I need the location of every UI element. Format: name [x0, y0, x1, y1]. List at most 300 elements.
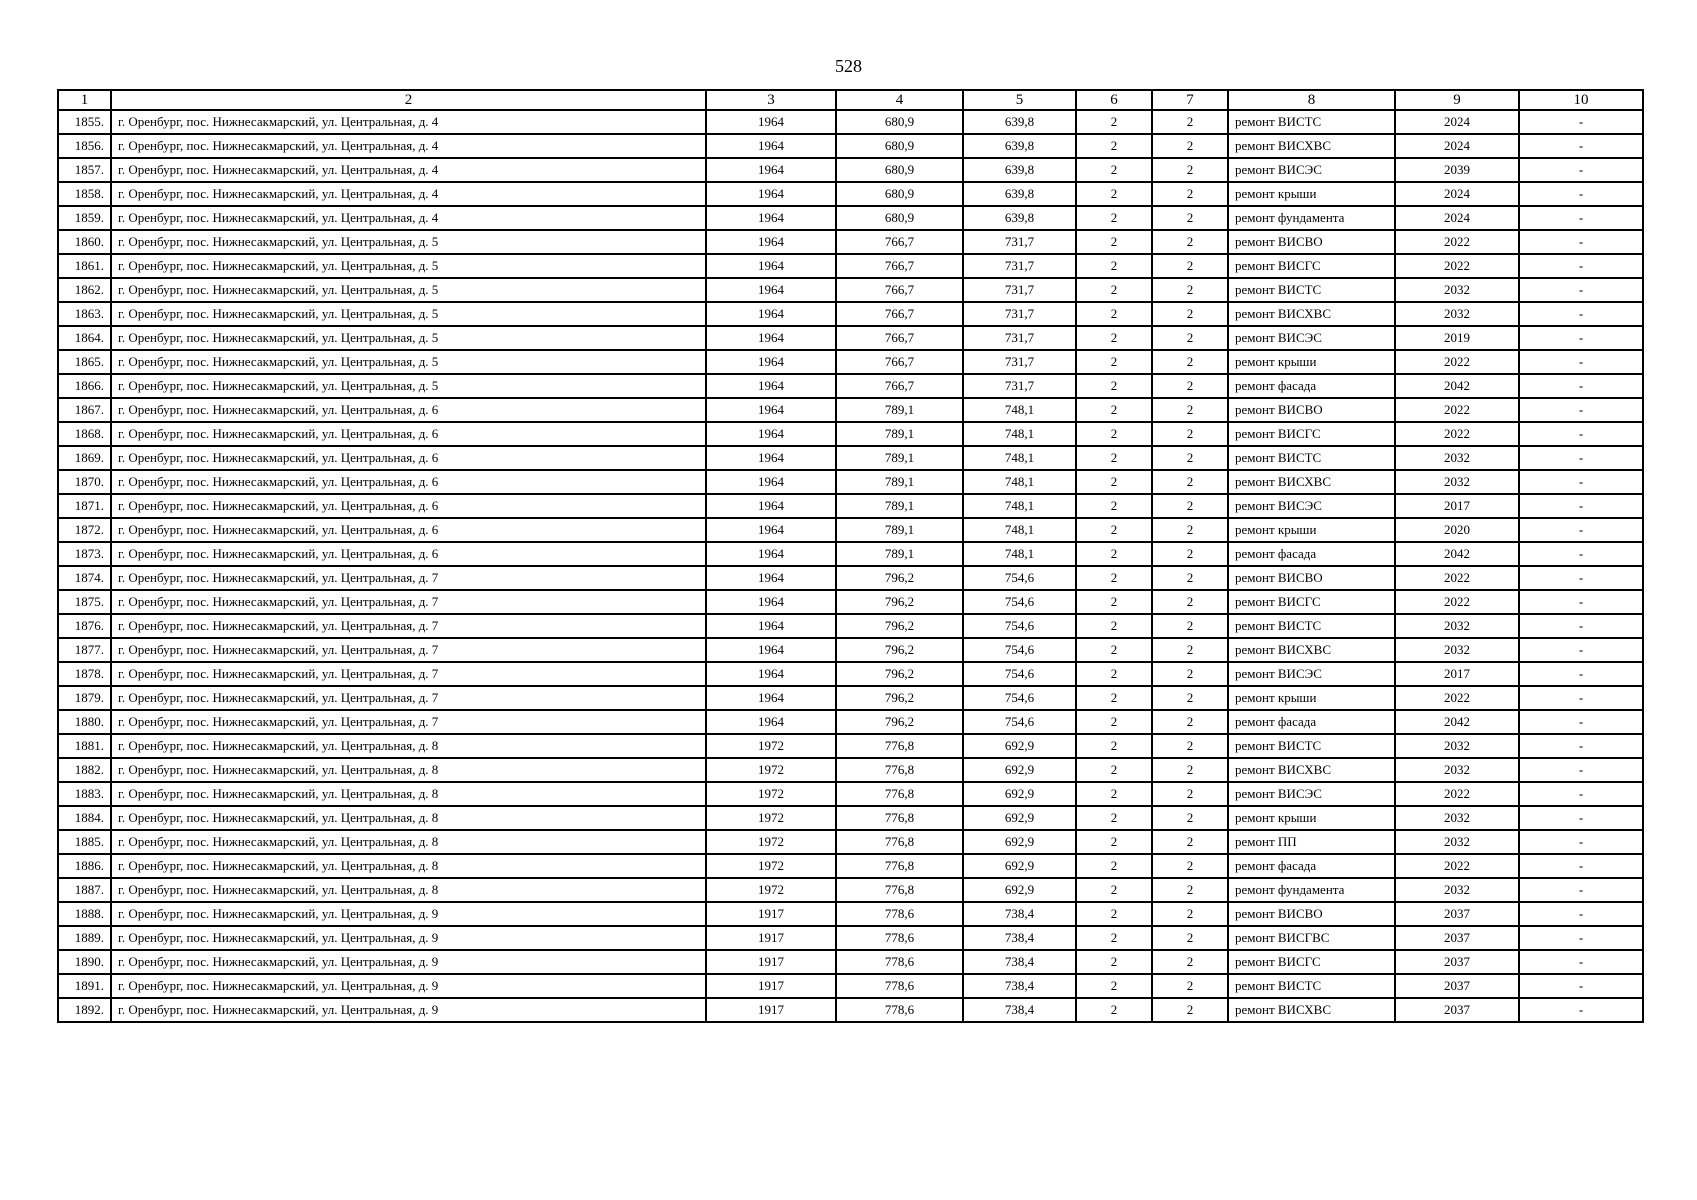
table-row: [58, 110, 1643, 134]
note-cell: -: [1519, 470, 1643, 494]
total-area-cell: 776,8: [836, 782, 963, 806]
planned-year-cell: 2024: [1395, 206, 1519, 230]
address-cell: г. Оренбург, пос. Нижнесакмарский, ул. Центральная, д. 5: [111, 230, 706, 254]
total-area-cell: 796,2: [836, 614, 963, 638]
table-row: [58, 494, 1643, 518]
row-number-cell: 1877.: [58, 638, 111, 662]
total-area-cell: 766,7: [836, 230, 963, 254]
entrances-cell: 2: [1152, 398, 1228, 422]
planned-year-cell: 2022: [1395, 350, 1519, 374]
year-built-cell: 1972: [706, 734, 836, 758]
work-type-cell: ремонт ВИСЭС: [1228, 494, 1395, 518]
year-built-cell: 1964: [706, 590, 836, 614]
entrances-cell: 2: [1152, 302, 1228, 326]
table-row: [58, 662, 1643, 686]
floors-cell: 2: [1076, 446, 1152, 470]
planned-year-cell: 2037: [1395, 902, 1519, 926]
row-number-cell: 1865.: [58, 350, 111, 374]
year-built-cell: 1964: [706, 398, 836, 422]
year-built-cell: 1964: [706, 110, 836, 134]
entrances-cell: 2: [1152, 590, 1228, 614]
address-cell: г. Оренбург, пос. Нижнесакмарский, ул. Центральная, д. 6: [111, 494, 706, 518]
work-type-cell: ремонт ВИСГС: [1228, 950, 1395, 974]
planned-year-cell: 2037: [1395, 974, 1519, 998]
table-row: [58, 950, 1643, 974]
floors-cell: 2: [1076, 950, 1152, 974]
entrances-cell: 2: [1152, 542, 1228, 566]
year-built-cell: 1964: [706, 158, 836, 182]
note-cell: -: [1519, 542, 1643, 566]
row-number-cell: 1857.: [58, 158, 111, 182]
work-type-cell: ремонт фасада: [1228, 542, 1395, 566]
floors-cell: 2: [1076, 134, 1152, 158]
entrances-cell: 2: [1152, 758, 1228, 782]
year-built-cell: 1964: [706, 518, 836, 542]
note-cell: -: [1519, 254, 1643, 278]
living-area-cell: 754,6: [963, 686, 1076, 710]
living-area-cell: 748,1: [963, 398, 1076, 422]
living-area-cell: 754,6: [963, 590, 1076, 614]
work-type-cell: ремонт ВИСГВС: [1228, 926, 1395, 950]
address-cell: г. Оренбург, пос. Нижнесакмарский, ул. Центральная, д. 9: [111, 998, 706, 1022]
total-area-cell: 680,9: [836, 134, 963, 158]
living-area-cell: 748,1: [963, 542, 1076, 566]
year-built-cell: 1972: [706, 806, 836, 830]
year-built-cell: 1972: [706, 854, 836, 878]
work-type-cell: ремонт ВИСЭС: [1228, 782, 1395, 806]
floors-cell: 2: [1076, 782, 1152, 806]
table-row: [58, 278, 1643, 302]
address-cell: г. Оренбург, пос. Нижнесакмарский, ул. Центральная, д. 7: [111, 638, 706, 662]
work-type-cell: ремонт ВИСХВС: [1228, 470, 1395, 494]
year-built-cell: 1964: [706, 230, 836, 254]
living-area-cell: 692,9: [963, 734, 1076, 758]
living-area-cell: 754,6: [963, 638, 1076, 662]
total-area-cell: 766,7: [836, 374, 963, 398]
work-type-cell: ремонт ВИСТС: [1228, 974, 1395, 998]
address-cell: г. Оренбург, пос. Нижнесакмарский, ул. Центральная, д. 5: [111, 326, 706, 350]
total-area-cell: 796,2: [836, 566, 963, 590]
row-number-cell: 1888.: [58, 902, 111, 926]
year-built-cell: 1964: [706, 350, 836, 374]
row-number-cell: 1869.: [58, 446, 111, 470]
work-type-cell: ремонт ВИСВО: [1228, 902, 1395, 926]
floors-cell: 2: [1076, 398, 1152, 422]
living-area-cell: 692,9: [963, 782, 1076, 806]
work-type-cell: ремонт ПП: [1228, 830, 1395, 854]
work-type-cell: ремонт ВИСВО: [1228, 398, 1395, 422]
floors-cell: 2: [1076, 110, 1152, 134]
note-cell: -: [1519, 302, 1643, 326]
total-area-cell: 680,9: [836, 110, 963, 134]
row-number-cell: 1892.: [58, 998, 111, 1022]
year-built-cell: 1964: [706, 326, 836, 350]
entrances-cell: 2: [1152, 806, 1228, 830]
total-area-cell: 776,8: [836, 806, 963, 830]
row-number-cell: 1866.: [58, 374, 111, 398]
year-built-cell: 1964: [706, 614, 836, 638]
planned-year-cell: 2032: [1395, 878, 1519, 902]
living-area-cell: 692,9: [963, 806, 1076, 830]
table-row: [58, 206, 1643, 230]
living-area-cell: 692,9: [963, 758, 1076, 782]
entrances-cell: 2: [1152, 518, 1228, 542]
column-header: 2: [111, 90, 706, 110]
note-cell: -: [1519, 446, 1643, 470]
floors-cell: 2: [1076, 158, 1152, 182]
year-built-cell: 1964: [706, 206, 836, 230]
floors-cell: 2: [1076, 470, 1152, 494]
year-built-cell: 1972: [706, 878, 836, 902]
row-number-cell: 1873.: [58, 542, 111, 566]
note-cell: -: [1519, 854, 1643, 878]
row-number-cell: 1872.: [58, 518, 111, 542]
year-built-cell: 1964: [706, 374, 836, 398]
table-row: [58, 926, 1643, 950]
work-type-cell: ремонт ВИСТС: [1228, 278, 1395, 302]
floors-cell: 2: [1076, 350, 1152, 374]
planned-year-cell: 2037: [1395, 950, 1519, 974]
entrances-cell: 2: [1152, 566, 1228, 590]
address-cell: г. Оренбург, пос. Нижнесакмарский, ул. Центральная, д. 8: [111, 782, 706, 806]
year-built-cell: 1964: [706, 278, 836, 302]
floors-cell: 2: [1076, 854, 1152, 878]
address-cell: г. Оренбург, пос. Нижнесакмарский, ул. Центральная, д. 4: [111, 206, 706, 230]
address-cell: г. Оренбург, пос. Нижнесакмарский, ул. Центральная, д. 4: [111, 158, 706, 182]
entrances-cell: 2: [1152, 782, 1228, 806]
column-header: 6: [1076, 90, 1152, 110]
floors-cell: 2: [1076, 662, 1152, 686]
column-header: 4: [836, 90, 963, 110]
living-area-cell: 748,1: [963, 422, 1076, 446]
floors-cell: 2: [1076, 518, 1152, 542]
entrances-cell: 2: [1152, 926, 1228, 950]
row-number-cell: 1859.: [58, 206, 111, 230]
entrances-cell: 2: [1152, 350, 1228, 374]
entrances-cell: 2: [1152, 974, 1228, 998]
column-header: 7: [1152, 90, 1228, 110]
note-cell: -: [1519, 158, 1643, 182]
address-cell: г. Оренбург, пос. Нижнесакмарский, ул. Центральная, д. 5: [111, 350, 706, 374]
year-built-cell: 1964: [706, 446, 836, 470]
column-header: 1: [58, 90, 111, 110]
address-cell: г. Оренбург, пос. Нижнесакмарский, ул. Центральная, д. 8: [111, 758, 706, 782]
row-number-cell: 1856.: [58, 134, 111, 158]
entrances-cell: 2: [1152, 422, 1228, 446]
row-number-cell: 1880.: [58, 710, 111, 734]
column-header: 3: [706, 90, 836, 110]
living-area-cell: 748,1: [963, 446, 1076, 470]
living-area-cell: 731,7: [963, 230, 1076, 254]
planned-year-cell: 2032: [1395, 470, 1519, 494]
year-built-cell: 1964: [706, 302, 836, 326]
total-area-cell: 776,8: [836, 734, 963, 758]
table-row: [58, 254, 1643, 278]
planned-year-cell: 2022: [1395, 398, 1519, 422]
row-number-cell: 1887.: [58, 878, 111, 902]
work-type-cell: ремонт ВИСГС: [1228, 590, 1395, 614]
total-area-cell: 776,8: [836, 758, 963, 782]
table-row: [58, 878, 1643, 902]
address-cell: г. Оренбург, пос. Нижнесакмарский, ул. Центральная, д. 9: [111, 950, 706, 974]
work-type-cell: ремонт ВИСЭС: [1228, 326, 1395, 350]
total-area-cell: 766,7: [836, 302, 963, 326]
living-area-cell: 738,4: [963, 926, 1076, 950]
table-row: [58, 470, 1643, 494]
table-row: [58, 158, 1643, 182]
living-area-cell: 692,9: [963, 830, 1076, 854]
year-built-cell: 1964: [706, 566, 836, 590]
total-area-cell: 766,7: [836, 350, 963, 374]
address-cell: г. Оренбург, пос. Нижнесакмарский, ул. Центральная, д. 9: [111, 902, 706, 926]
row-number-cell: 1883.: [58, 782, 111, 806]
total-area-cell: 680,9: [836, 182, 963, 206]
floors-cell: 2: [1076, 566, 1152, 590]
floors-cell: 2: [1076, 326, 1152, 350]
note-cell: -: [1519, 278, 1643, 302]
total-area-cell: 776,8: [836, 854, 963, 878]
table-row: [58, 614, 1643, 638]
living-area-cell: 639,8: [963, 182, 1076, 206]
table-row: [58, 182, 1643, 206]
note-cell: -: [1519, 518, 1643, 542]
living-area-cell: 748,1: [963, 470, 1076, 494]
year-built-cell: 1964: [706, 494, 836, 518]
row-number-cell: 1882.: [58, 758, 111, 782]
work-type-cell: ремонт ВИСХВС: [1228, 758, 1395, 782]
note-cell: -: [1519, 110, 1643, 134]
floors-cell: 2: [1076, 926, 1152, 950]
total-area-cell: 789,1: [836, 422, 963, 446]
address-cell: г. Оренбург, пос. Нижнесакмарский, ул. Центральная, д. 6: [111, 542, 706, 566]
note-cell: -: [1519, 926, 1643, 950]
work-type-cell: ремонт крыши: [1228, 350, 1395, 374]
planned-year-cell: 2019: [1395, 326, 1519, 350]
entrances-cell: 2: [1152, 374, 1228, 398]
repair-schedule-table: [57, 89, 1644, 1023]
note-cell: -: [1519, 422, 1643, 446]
address-cell: г. Оренбург, пос. Нижнесакмарский, ул. Центральная, д. 7: [111, 662, 706, 686]
floors-cell: 2: [1076, 206, 1152, 230]
total-area-cell: 789,1: [836, 398, 963, 422]
note-cell: -: [1519, 758, 1643, 782]
floors-cell: 2: [1076, 230, 1152, 254]
living-area-cell: 754,6: [963, 614, 1076, 638]
living-area-cell: 731,7: [963, 374, 1076, 398]
row-number-cell: 1868.: [58, 422, 111, 446]
floors-cell: 2: [1076, 182, 1152, 206]
address-cell: г. Оренбург, пос. Нижнесакмарский, ул. Центральная, д. 7: [111, 686, 706, 710]
floors-cell: 2: [1076, 758, 1152, 782]
floors-cell: 2: [1076, 710, 1152, 734]
note-cell: -: [1519, 878, 1643, 902]
note-cell: -: [1519, 134, 1643, 158]
note-cell: -: [1519, 182, 1643, 206]
work-type-cell: ремонт ВИСХВС: [1228, 302, 1395, 326]
work-type-cell: ремонт фасада: [1228, 710, 1395, 734]
table-row: [58, 974, 1643, 998]
planned-year-cell: 2032: [1395, 806, 1519, 830]
entrances-cell: 2: [1152, 446, 1228, 470]
note-cell: -: [1519, 662, 1643, 686]
row-number-cell: 1885.: [58, 830, 111, 854]
planned-year-cell: 2022: [1395, 566, 1519, 590]
entrances-cell: 2: [1152, 182, 1228, 206]
planned-year-cell: 2022: [1395, 854, 1519, 878]
living-area-cell: 731,7: [963, 350, 1076, 374]
planned-year-cell: 2024: [1395, 182, 1519, 206]
entrances-cell: 2: [1152, 710, 1228, 734]
work-type-cell: ремонт ВИСХВС: [1228, 998, 1395, 1022]
planned-year-cell: 2032: [1395, 278, 1519, 302]
planned-year-cell: 2022: [1395, 230, 1519, 254]
total-area-cell: 796,2: [836, 638, 963, 662]
year-built-cell: 1964: [706, 686, 836, 710]
row-number-cell: 1881.: [58, 734, 111, 758]
planned-year-cell: 2022: [1395, 686, 1519, 710]
year-built-cell: 1917: [706, 902, 836, 926]
living-area-cell: 731,7: [963, 326, 1076, 350]
total-area-cell: 796,2: [836, 662, 963, 686]
row-number-cell: 1867.: [58, 398, 111, 422]
entrances-cell: 2: [1152, 638, 1228, 662]
address-cell: г. Оренбург, пос. Нижнесакмарский, ул. Центральная, д. 6: [111, 470, 706, 494]
entrances-cell: 2: [1152, 830, 1228, 854]
address-cell: г. Оренбург, пос. Нижнесакмарский, ул. Центральная, д. 5: [111, 302, 706, 326]
floors-cell: 2: [1076, 998, 1152, 1022]
row-number-cell: 1874.: [58, 566, 111, 590]
work-type-cell: ремонт ВИСГС: [1228, 254, 1395, 278]
entrances-cell: 2: [1152, 254, 1228, 278]
work-type-cell: ремонт ВИСТС: [1228, 614, 1395, 638]
row-number-cell: 1871.: [58, 494, 111, 518]
address-cell: г. Оренбург, пос. Нижнесакмарский, ул. Центральная, д. 9: [111, 974, 706, 998]
floors-cell: 2: [1076, 806, 1152, 830]
entrances-cell: 2: [1152, 230, 1228, 254]
planned-year-cell: 2022: [1395, 422, 1519, 446]
entrances-cell: 2: [1152, 134, 1228, 158]
row-number-cell: 1890.: [58, 950, 111, 974]
total-area-cell: 789,1: [836, 542, 963, 566]
row-number-cell: 1858.: [58, 182, 111, 206]
year-built-cell: 1917: [706, 998, 836, 1022]
note-cell: -: [1519, 494, 1643, 518]
note-cell: -: [1519, 806, 1643, 830]
work-type-cell: ремонт фасада: [1228, 854, 1395, 878]
year-built-cell: 1964: [706, 638, 836, 662]
header-row: [58, 90, 1643, 110]
work-type-cell: ремонт ВИСТС: [1228, 446, 1395, 470]
entrances-cell: 2: [1152, 662, 1228, 686]
year-built-cell: 1964: [706, 182, 836, 206]
total-area-cell: 776,8: [836, 878, 963, 902]
floors-cell: 2: [1076, 302, 1152, 326]
work-type-cell: ремонт фундамента: [1228, 206, 1395, 230]
table-row: [58, 422, 1643, 446]
planned-year-cell: 2042: [1395, 374, 1519, 398]
planned-year-cell: 2017: [1395, 662, 1519, 686]
floors-cell: 2: [1076, 734, 1152, 758]
column-header: 8: [1228, 90, 1395, 110]
row-number-cell: 1878.: [58, 662, 111, 686]
total-area-cell: 778,6: [836, 974, 963, 998]
total-area-cell: 789,1: [836, 470, 963, 494]
note-cell: -: [1519, 566, 1643, 590]
address-cell: г. Оренбург, пос. Нижнесакмарский, ул. Центральная, д. 4: [111, 182, 706, 206]
living-area-cell: 748,1: [963, 494, 1076, 518]
entrances-cell: 2: [1152, 494, 1228, 518]
living-area-cell: 738,4: [963, 998, 1076, 1022]
address-cell: г. Оренбург, пос. Нижнесакмарский, ул. Центральная, д. 4: [111, 134, 706, 158]
table-row: [58, 446, 1643, 470]
table-body: [58, 110, 1643, 1022]
address-cell: г. Оренбург, пос. Нижнесакмарский, ул. Центральная, д. 7: [111, 614, 706, 638]
table-row: [58, 350, 1643, 374]
note-cell: -: [1519, 734, 1643, 758]
total-area-cell: 680,9: [836, 206, 963, 230]
total-area-cell: 796,2: [836, 686, 963, 710]
planned-year-cell: 2042: [1395, 542, 1519, 566]
row-number-cell: 1875.: [58, 590, 111, 614]
year-built-cell: 1964: [706, 254, 836, 278]
floors-cell: 2: [1076, 830, 1152, 854]
entrances-cell: 2: [1152, 686, 1228, 710]
planned-year-cell: 2017: [1395, 494, 1519, 518]
living-area-cell: 639,8: [963, 134, 1076, 158]
note-cell: -: [1519, 326, 1643, 350]
entrances-cell: 2: [1152, 206, 1228, 230]
table-row: [58, 998, 1643, 1022]
note-cell: -: [1519, 998, 1643, 1022]
planned-year-cell: 2039: [1395, 158, 1519, 182]
total-area-cell: 796,2: [836, 590, 963, 614]
table-row: [58, 686, 1643, 710]
living-area-cell: 639,8: [963, 158, 1076, 182]
address-cell: г. Оренбург, пос. Нижнесакмарский, ул. Центральная, д. 8: [111, 806, 706, 830]
table-row: [58, 830, 1643, 854]
table-row: [58, 230, 1643, 254]
total-area-cell: 778,6: [836, 998, 963, 1022]
table-row: [58, 302, 1643, 326]
table-row: [58, 398, 1643, 422]
note-cell: -: [1519, 830, 1643, 854]
living-area-cell: 738,4: [963, 974, 1076, 998]
work-type-cell: ремонт фасада: [1228, 374, 1395, 398]
living-area-cell: 731,7: [963, 302, 1076, 326]
entrances-cell: 2: [1152, 110, 1228, 134]
living-area-cell: 754,6: [963, 662, 1076, 686]
entrances-cell: 2: [1152, 614, 1228, 638]
year-built-cell: 1917: [706, 974, 836, 998]
page-number: 528: [835, 56, 862, 76]
address-cell: г. Оренбург, пос. Нижнесакмарский, ул. Центральная, д. 8: [111, 734, 706, 758]
floors-cell: 2: [1076, 422, 1152, 446]
year-built-cell: 1964: [706, 134, 836, 158]
table-row: [58, 758, 1643, 782]
column-header: 10: [1519, 90, 1643, 110]
year-built-cell: 1972: [706, 830, 836, 854]
note-cell: -: [1519, 206, 1643, 230]
entrances-cell: 2: [1152, 950, 1228, 974]
note-cell: -: [1519, 614, 1643, 638]
total-area-cell: 778,6: [836, 926, 963, 950]
floors-cell: 2: [1076, 902, 1152, 926]
year-built-cell: 1964: [706, 662, 836, 686]
row-number-cell: 1891.: [58, 974, 111, 998]
note-cell: -: [1519, 638, 1643, 662]
note-cell: -: [1519, 590, 1643, 614]
table-row: [58, 734, 1643, 758]
